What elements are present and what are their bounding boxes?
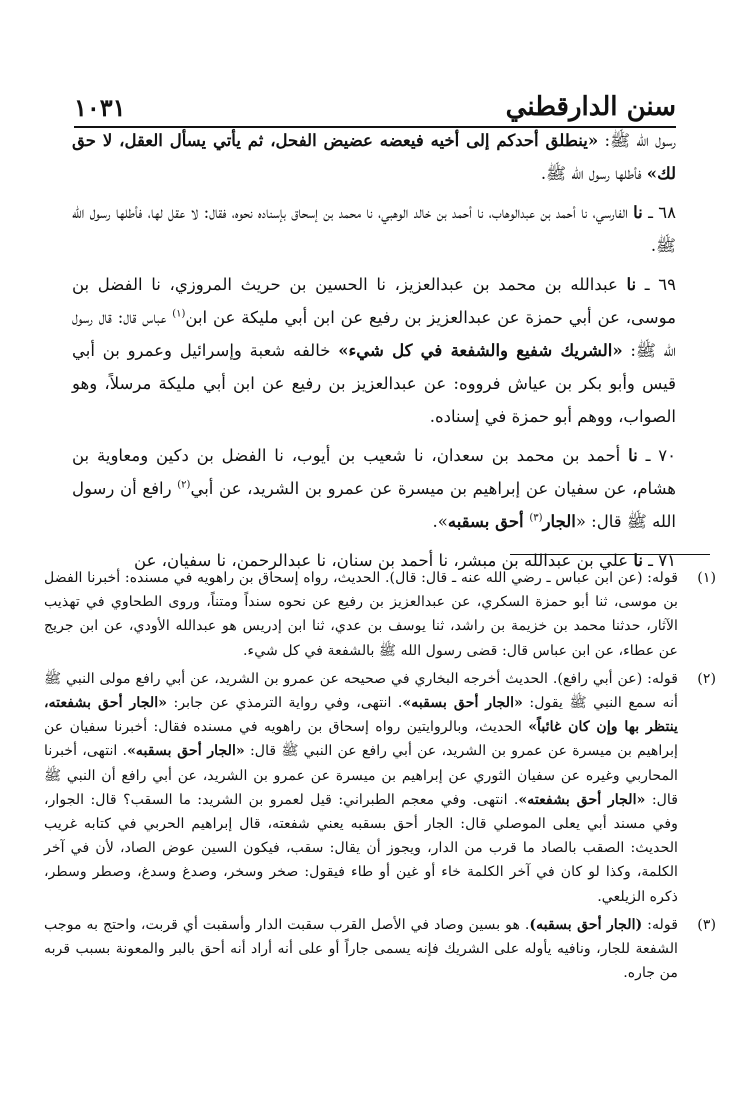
text-run: خالفه شعبة وإسرائيل وعمرو بن أبي قيس وأبو بكر بن عياش فرووه: عن عبدالعزيز بن رفيع عن ابن أبي مليكة مرسلاً، وهو الصواب، ووهم أبو حمزة في إسناده. [72, 341, 676, 426]
hadith-68 [72, 196, 676, 262]
text-run: . انتهى. وفي معجم الطبراني: قيل لعمرو بن الشريد: ما السقب؟ قال: الجوار، وفي مسند أبي يعلى الموصلي قال: الجار أحق بسقبه يعني شفعته، قال إبراهيم الحربي في كتابه غريب الحديث: الصقب بالصاد ما قرب من الدار، ويجوز أن يقال: سقب، فيكون السين عوض الصاد، لأن في آخر الكلمة، وكذا لو كان في آخر الكلمة خاء أو غين أو طاء فيقول: صخر وسخر، وصدغ وسدغ، وصطر وسطر، ذكره الزيلعي. [44, 791, 678, 905]
hadith-70 [72, 439, 676, 538]
page-header [74, 82, 676, 128]
text-run: أحمد بن محمد بن سعدان، نا شعيب بن أيوب، نا الفضل بن دكين ومعاوية بن هشام، عن سفيان عن إبراهيم بن ميسرة عن عمرو بن الشريد، عن أبي [72, 446, 676, 498]
hadith-number: ٧٠ ـ [637, 446, 676, 465]
hadith-number: ٦٩ ـ [636, 275, 677, 294]
text-run: . انتهى، وفي رواية الترمذي عن جابر: [167, 695, 403, 712]
narration-marker: نا [626, 275, 637, 294]
text-run: قوله: (عن أبي رافع). الحديث أخرجه البخاري في صحيحه عن عمرو بن الشريد، عن أبي رافع مولى النبي ﷺ أنه سمع النبي ﷺ يقول: [44, 670, 678, 712]
footnote-body [44, 566, 678, 663]
hadith-quote: أحق بسقبه [447, 512, 530, 531]
paragraph-continuation [72, 124, 676, 190]
hadith-number: ٦٨ ـ [642, 203, 676, 222]
text-run: رسول الله ﷺ: [598, 131, 676, 150]
hadith-quote: «الجار أحق بشفعته، ينتظر بها وإن كان غائباً» [44, 695, 679, 736]
hadith-quote: «الشريك شفيع والشفعة في كل شيء» [338, 341, 623, 360]
text-run: . هو بسين وصاد في الأصل القرب سقبت الدار وأسقبت أي قربت، واحتج به موجب الشفعة للجار، ونافيه يأوله على الشريك فإنه يسمى جاراً أو على أنه أراد أنه أحق بالبر والمعونة بسبب قربه من جاره. [44, 916, 678, 982]
text-run: ». [432, 512, 448, 531]
text-run: الفارسي، نا أحمد بن عبدالوهاب، نا أحمد بن خالد الوهبي، نا محمد بن إسحاق بإسناده نحوه، فقال: لا عقل لها، فأطلها رسول الله ﷺ. [72, 203, 676, 255]
footnote-ref[interactable]: (٢) [177, 479, 191, 491]
book-title: سنن الدارقطني [505, 92, 676, 122]
footnote-label: (٣) [697, 916, 716, 933]
hadith-69 [72, 268, 676, 433]
footnote-2 [44, 667, 716, 909]
footnote-ref[interactable]: (١) [172, 308, 186, 320]
main-text [72, 124, 676, 583]
footnote-1 [44, 566, 716, 663]
hadith-quote: «الجار أحق بسقبه» [127, 743, 245, 760]
hadith-quote: «الجار أحق بسقبه» [402, 695, 523, 712]
footnote-body [44, 667, 678, 909]
narration-marker: نا [633, 551, 643, 570]
text-run: قوله: [642, 916, 678, 933]
hadith-quote: (الجار أحق بسقبه) [529, 916, 643, 933]
page-number: ١٠٣١ [74, 93, 126, 122]
footnote-label: (١) [697, 570, 716, 586]
text-run: فأطلها رسول الله ﷺ. [540, 164, 647, 183]
text-run: قوله: (عن ابن عباس ـ رضي الله عنه ـ قال: قال). الحديث، رواه إسحاق بن راهويه في مسنده: أخبرنا الفضل بن موسى، ثنا أبو حمزة السكري، عن عبدالعزيز بن رفيع عن نحوه سنداً ومتناً، وروى الطحاوي في تهذيب الآثار، حدثنا محمد بن خزيمة بن راشد، ثنا يوسف بن عدي، ثنا ابن إدريس هو عبدالله الأودي، عن ابن جريج عن عطاء، عن ابن عباس قال: قضى رسول الله ﷺ بالشفعة في كل شيء. [44, 570, 678, 659]
footnote-3 [44, 913, 716, 986]
text-run: علي بن عبدالله بن مبشر، نا أحمد بن سنان، نا عبدالرحمن، نا سفيان، عن [134, 551, 634, 570]
text-run: . انتهى، أخبرنا المحاربي وغيره عن سفيان الثوري عن إبراهيم بن ميسرة عن عمرو بن الشريد، عن أبي رافع أن النبي ﷺ قال: [44, 743, 679, 808]
text-run: عبدالله بن محمد بن عبدالعزيز، نا الحسين بن حريث المروزي، نا الفضل بن موسى، عن أبي حمزة عن عبدالعزيز بن رفيع عن ابن أبي مليكة عن ابن [72, 275, 676, 327]
footnote-ref[interactable]: (٣) [529, 512, 543, 524]
hadith-number: ٧١ ـ [642, 551, 676, 570]
narration-marker: نا [633, 203, 643, 222]
narration-marker: نا [628, 446, 638, 465]
hadith-quote: الجار [542, 512, 576, 531]
text-run: رافع أن رسول الله ﷺ قال: « [72, 479, 676, 531]
text-run: عباس قال: قال رسول الله ﷺ: [72, 308, 676, 360]
hadith-quote: «ينطلق أحدكم إلى أخيه فيعضه عضيض الفحل، ثم يأتي يسأل العقل، لا حق لك» [72, 131, 676, 183]
footnote-label: (٢) [697, 670, 716, 687]
footnote-separator [510, 554, 710, 555]
text-run: الحديث، وبالروايتين رواه إسحاق بن راهويه في مسنده فقال: أخبرنا سفيان عن إبراهيم بن ميسرة عن عمرو بن الشريد، عن أبي رافع عن النبي ﷺ قال: [44, 719, 678, 760]
footnotes [44, 566, 716, 989]
footnote-body [44, 913, 678, 986]
hadith-quote: «الجار أحق بشفعته» [518, 791, 646, 808]
